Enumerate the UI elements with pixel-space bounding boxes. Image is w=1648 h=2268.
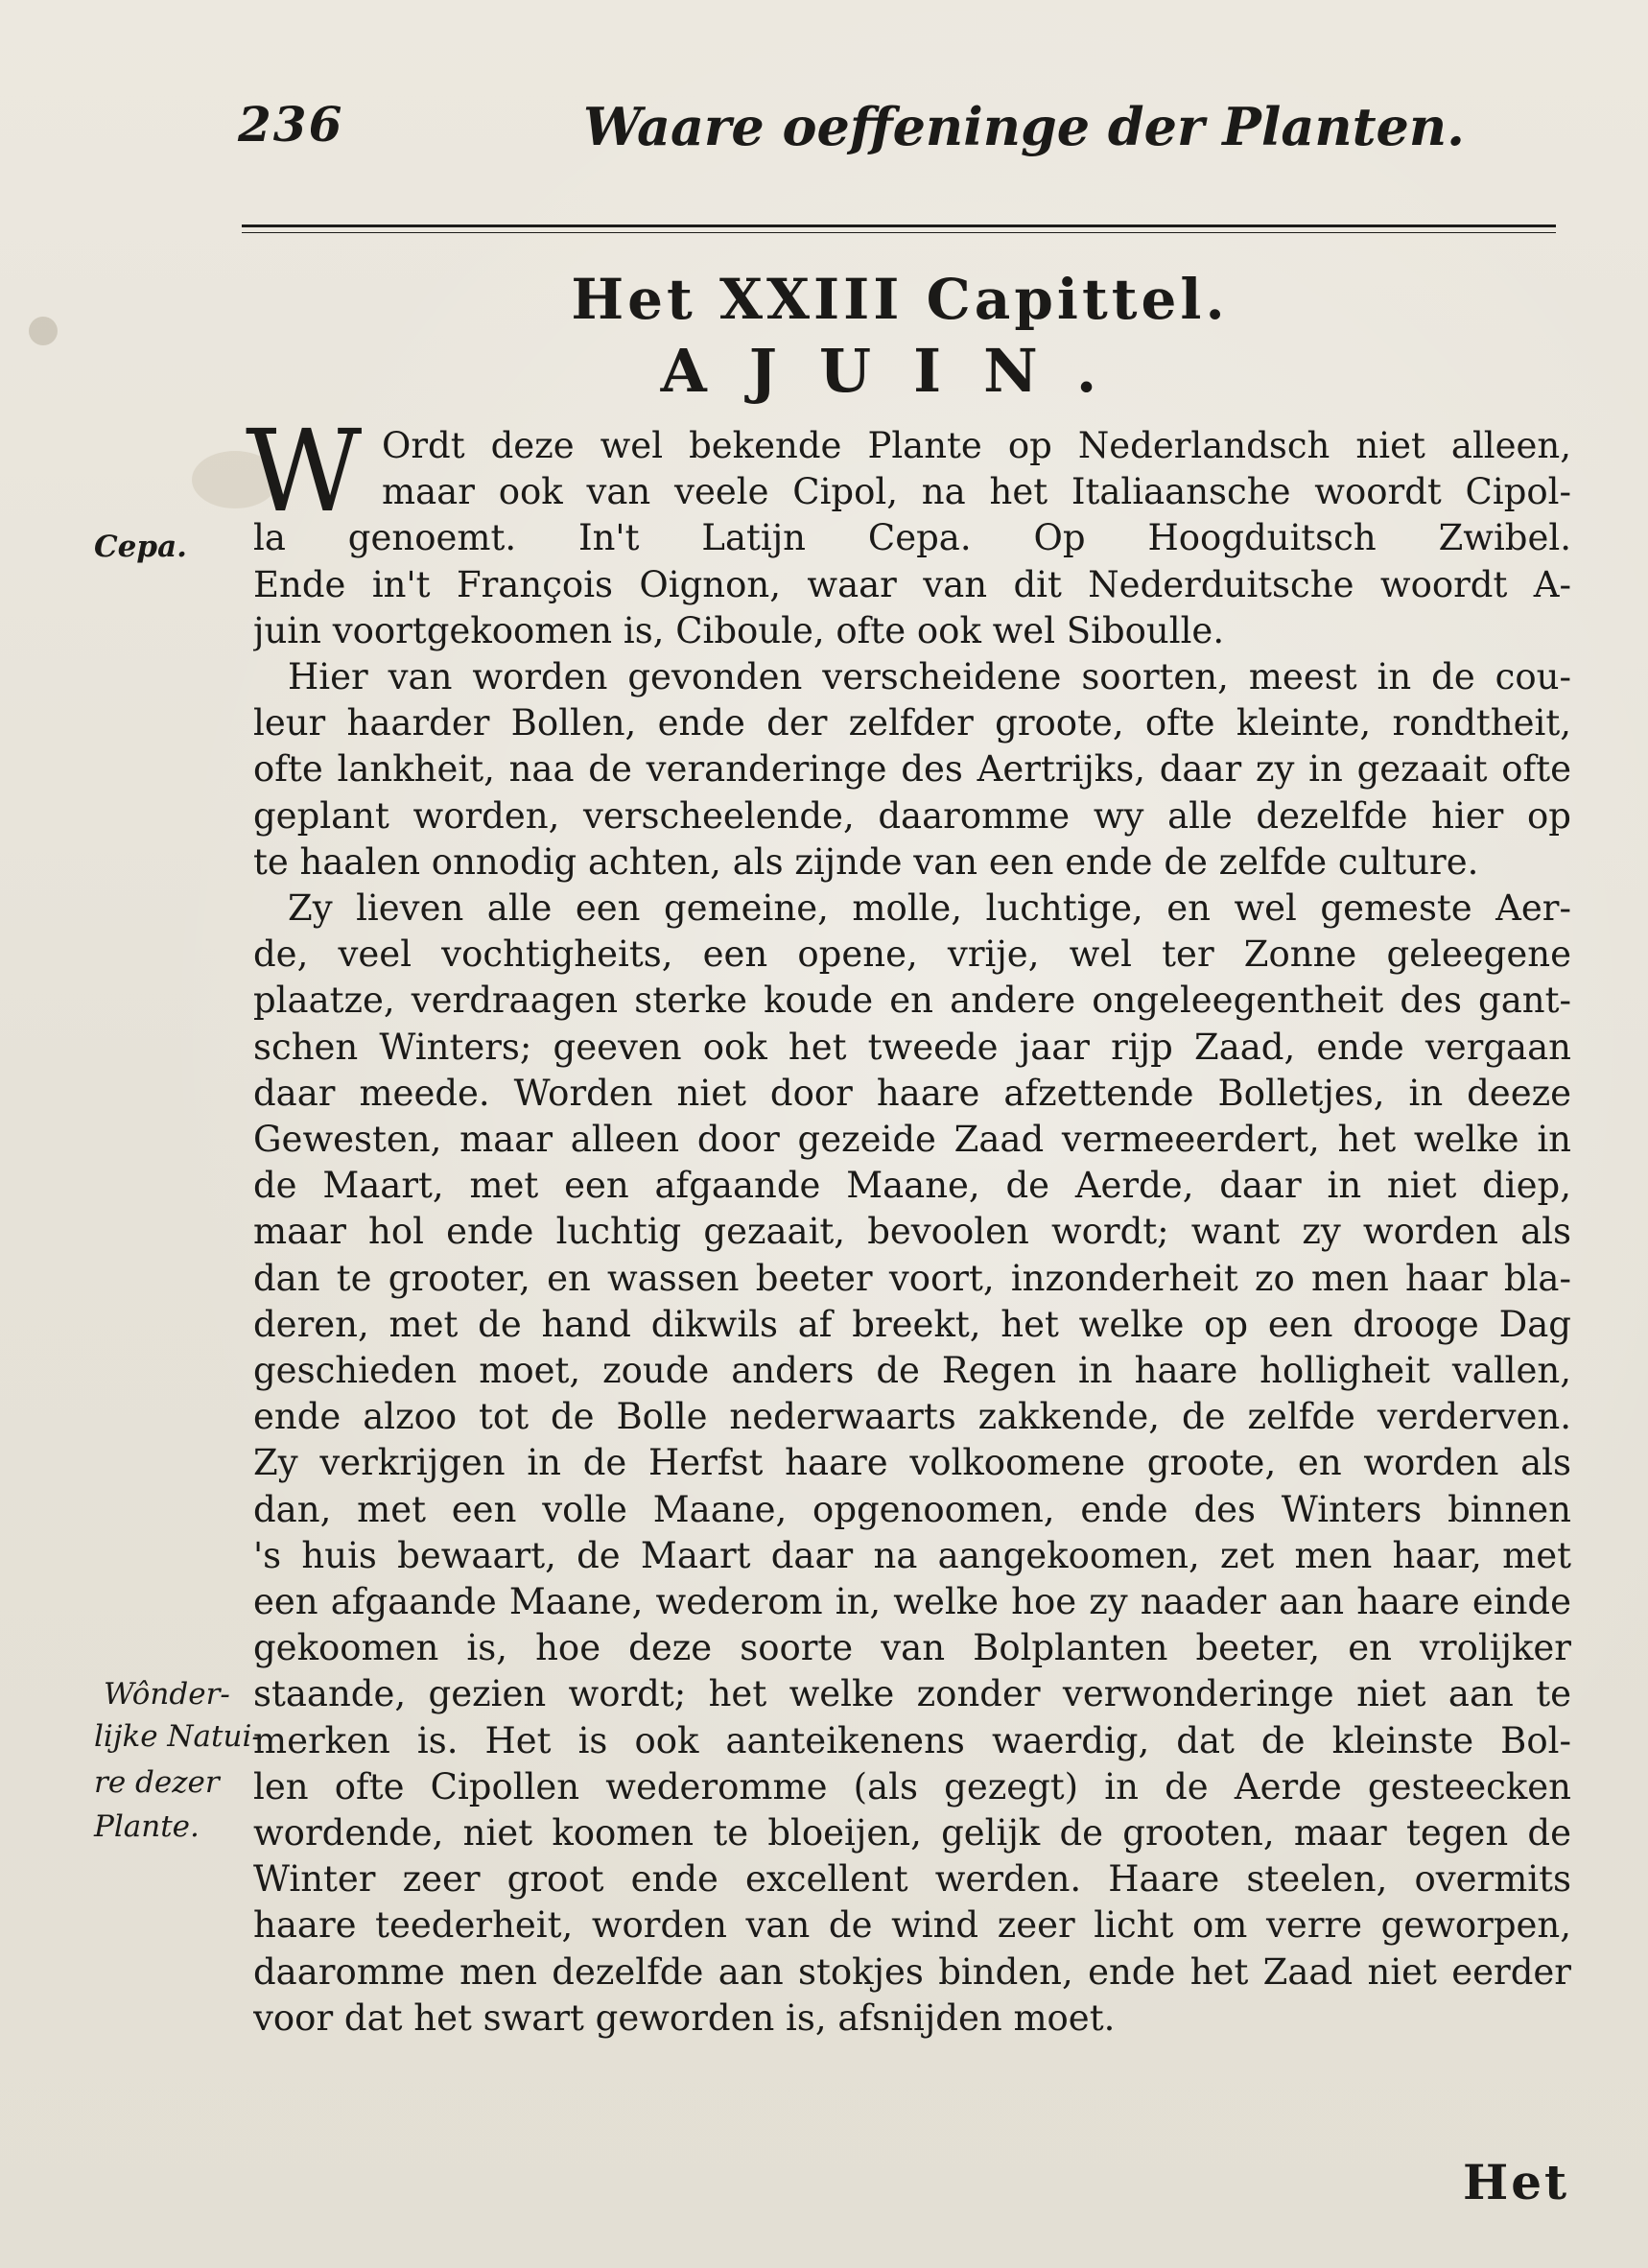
- text-line: Winter zeer groot ende excellent werden. Haare steelen, overmits: [253, 1858, 1571, 1901]
- stain: [29, 317, 58, 345]
- catchword: Het: [1463, 2154, 1570, 2210]
- text-line: ofte lankheit, naa de veranderinge des Aertrijks, daar zy in gezaait ofte: [253, 748, 1571, 791]
- text-line: geschieden moet, zoude anders de Regen in haare holligheit vallen,: [253, 1350, 1571, 1391]
- text-line: daaromme men dezelfde aan stokjes binden, ende het Zaad niet eerder: [253, 1950, 1571, 1993]
- text-line: dan te grooter, en wassen beeter voort, inzonderheit zo men haar bla-: [253, 1257, 1571, 1299]
- drop-cap: W: [246, 405, 363, 537]
- text-line: leur haarder Bollen, ende der zelfder groote, ofte kleinte, rondtheit,: [253, 702, 1571, 744]
- text-line: 's huis bewaart, de Maart daar na aangekoomen, zet men haar, met: [253, 1534, 1571, 1576]
- text-line: Zy lieven alle een gemeine, molle, luchtige, en wel gemeste Aer-: [288, 887, 1571, 929]
- text-line: Hier van worden gevonden verscheidene soorten, meest in de cou-: [288, 656, 1571, 697]
- text-line: Gewesten, maar alleen door gezeide Zaad vermeeerdert, het welke in: [253, 1119, 1571, 1160]
- text-line: haare teederheit, worden van de wind zeer licht om verre geworpen,: [253, 1904, 1571, 1947]
- chapter-title: Het XXIII Capittel.: [571, 267, 1229, 332]
- text-line: wordende, niet koomen te bloeijen, gelijk de grooten, maar tegen de: [253, 1812, 1571, 1854]
- chapter-subject: AJUIN.: [660, 336, 1140, 406]
- text-line: staande, gezien wordt; het welke zonder verwonderinge niet aan te: [253, 1673, 1571, 1715]
- header-rule: [242, 224, 1556, 227]
- running-title: Waare oeffeninge der Planten.: [583, 96, 1465, 157]
- margin-note-wonder-2: lijke Natui-: [94, 1719, 262, 1754]
- page-number: 236: [238, 96, 344, 153]
- text-line: ende alzoo tot de Bolle nederwaarts zakkende, de zelfde verderven.: [253, 1396, 1571, 1438]
- text-line: la genoemt. In't Latijn Cepa. Op Hoogduitsch Zwibel.: [253, 517, 1571, 559]
- text-line: merken is. Het is ook aanteikenens waerdig, dat de kleinste Bol-: [253, 1719, 1571, 1761]
- text-line: Ende in't François Oignon, waar van dit Nederduitsche woordt A-: [253, 563, 1571, 605]
- text-line: plaatze, verdraagen sterke koude en andere ongeleegentheit des gant-: [253, 980, 1571, 1022]
- text-line: daar meede. Worden niet door haare afzettende Bolletjes, in deeze: [253, 1072, 1571, 1114]
- margin-note-cepa: Cepa.: [94, 530, 187, 564]
- text-line: geplant worden, verscheelende, daaromme wy alle dezelfde hier op: [253, 794, 1571, 837]
- text-line: deren, met de hand dikwils af breekt, het welke op een drooge Dag: [253, 1303, 1571, 1345]
- text-line: de, veel vochtigheits, een opene, vrije, wel ter Zonne geleegene: [253, 933, 1571, 976]
- text-line: een afgaande Maane, wederom in, welke hoe zy naader aan haare einde: [253, 1581, 1571, 1622]
- text-line: maar ook van veele Cipol, na het Italiaansche woordt Cipol-: [382, 471, 1571, 513]
- margin-note-wonder-1: Wônder-: [104, 1677, 230, 1712]
- margin-note-wonder-3: re dezer: [94, 1765, 220, 1800]
- text-line: dan, met een volle Maane, opgenoomen, ende des Winters binnen: [253, 1488, 1571, 1530]
- text-line: juin voortgekoomen is, Ciboule, ofte ook wel Siboulle.: [253, 609, 1225, 651]
- text-line: schen Winters; geeven ook het tweede jaar rijp Zaad, ende vergaan: [253, 1026, 1571, 1068]
- header-rule-thin: [242, 232, 1556, 233]
- running-header: [238, 96, 1562, 157]
- margin-note-wonder-4: Plante.: [94, 1809, 200, 1844]
- text-line: voor dat het swart geworden is, afsnijden moet.: [253, 1996, 1116, 2039]
- text-line: de Maart, met een afgaande Maane, de Aerde, daar in niet diep,: [253, 1165, 1571, 1207]
- text-line: gekoomen is, hoe deze soorte van Bolplanten beeter, en vrolijker: [253, 1627, 1571, 1669]
- text-line: Zy verkrijgen in de Herfst haare volkoomene groote, en worden als: [253, 1442, 1571, 1484]
- text-line: maar hol ende luchtig gezaait, bevoolen wordt; want zy worden als: [253, 1211, 1571, 1253]
- text-line: Ordt deze wel bekende Plante op Nederlandsch niet alleen,: [382, 425, 1571, 466]
- text-line: len ofte Cipollen wederomme (als gezegt) in de Aerde gesteecken: [253, 1765, 1571, 1807]
- text-line: te haalen onnodig achten, als zijnde van een ende de zelfde culture.: [253, 840, 1479, 883]
